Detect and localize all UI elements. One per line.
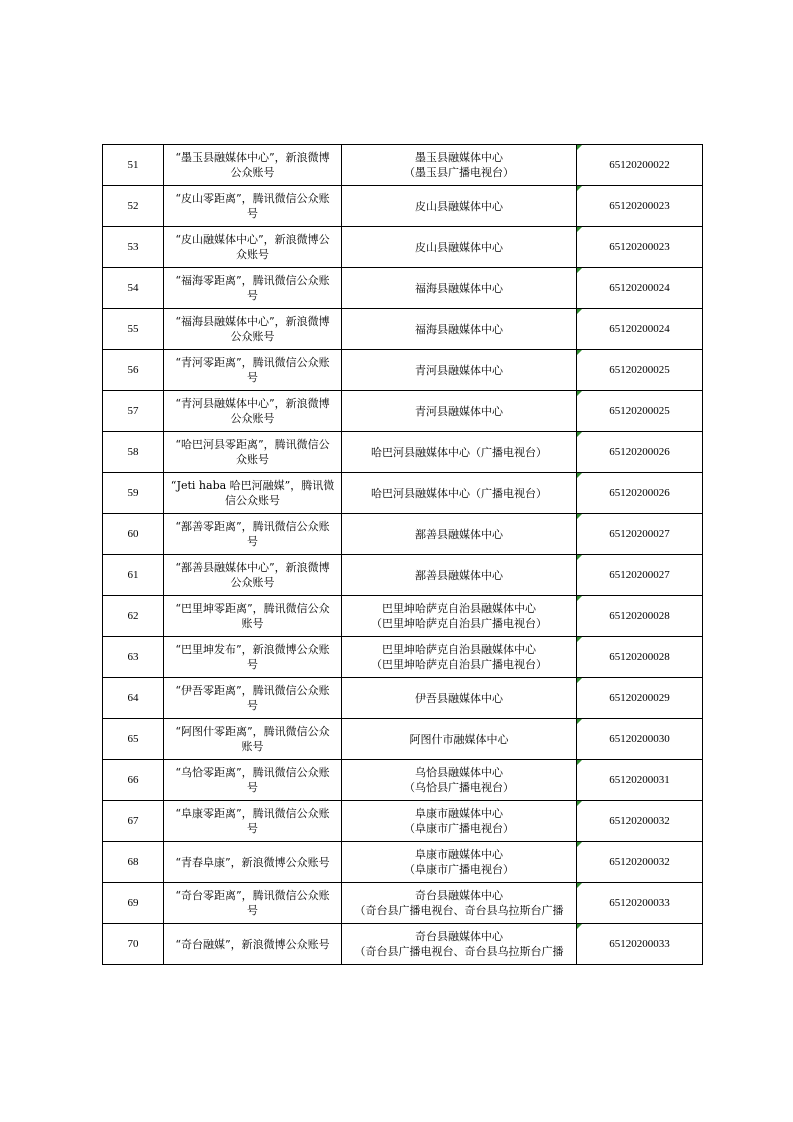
account-name-line: “阿图什零距离”，腾讯微信公众 — [175, 725, 330, 738]
organization-line: 哈巴河县融媒体中心（广播电视台） — [371, 445, 547, 459]
license-code-text: 65120200027 — [609, 568, 670, 581]
account-name-line: 账号 — [241, 740, 264, 753]
license-code-text: 65120200033 — [609, 896, 670, 909]
row-number-cell: 68 — [103, 842, 164, 883]
organization-line: （奇台县广播电视台、奇台县乌拉斯台广播 — [354, 945, 564, 958]
table-row — [103, 760, 703, 801]
account-name-cell — [164, 760, 342, 801]
row-number-cell: 66 — [103, 760, 164, 801]
account-name-line: 信公众账号 — [225, 494, 280, 507]
organization-cell — [342, 473, 577, 514]
license-code-text: 65120200029 — [609, 691, 670, 704]
account-name-line: “阜康零距离”，腾讯微信公众账 — [175, 807, 330, 820]
license-code-cell — [577, 596, 703, 637]
license-code-text: 65120200026 — [609, 445, 670, 458]
organization-line: （阜康市广播电视台） — [404, 822, 514, 835]
license-code-cell — [577, 432, 703, 473]
organization-cell — [342, 801, 577, 842]
account-name-line: 公众账号 — [230, 576, 275, 589]
organization-line: （阜康市广播电视台） — [404, 863, 514, 876]
account-name-line: 号 — [247, 289, 258, 302]
account-name-line: “乌恰零距离”，腾讯微信公众账 — [175, 766, 330, 779]
license-code-cell — [577, 309, 703, 350]
account-name-line: “墨玉县融媒体中心”，新浪微博 — [175, 151, 330, 164]
license-code-cell — [577, 186, 703, 227]
table-row — [103, 145, 703, 186]
account-name-cell — [164, 227, 342, 268]
organization-line: 福海县融媒体中心 — [415, 322, 503, 336]
organization-cell — [342, 350, 577, 391]
organization-cell — [342, 227, 577, 268]
account-name-line: “福海县融媒体中心”，新浪微博 — [175, 315, 330, 328]
license-code-text: 65120200024 — [609, 281, 670, 294]
cell-comment-marker-icon — [577, 883, 582, 888]
account-name-line: 公众账号 — [230, 412, 275, 425]
account-name-line: “皮山零距离”，腾讯微信公众账 — [175, 192, 330, 205]
row-number-cell: 57 — [103, 391, 164, 432]
account-name-line: “伊吾零距离”，腾讯微信公众账 — [175, 684, 330, 697]
organization-cell — [342, 268, 577, 309]
organization-line: 皮山县融媒体中心 — [415, 199, 503, 213]
organization-line: 巴里坤哈萨克自治县融媒体中心 — [382, 602, 536, 615]
license-code-text: 65120200026 — [609, 486, 670, 499]
organization-line: 奇台县融媒体中心 — [415, 889, 503, 902]
cell-comment-marker-icon — [577, 637, 582, 642]
cell-comment-marker-icon — [577, 145, 582, 150]
organization-line: 青河县融媒体中心 — [415, 363, 503, 377]
account-name-line: “福海零距离”，腾讯微信公众账 — [175, 274, 330, 287]
license-code-text: 65120200030 — [609, 732, 670, 745]
table-row — [103, 842, 703, 883]
table-row — [103, 473, 703, 514]
organization-line: 阜康市融媒体中心 — [415, 848, 503, 861]
table-row — [103, 719, 703, 760]
account-name-line: “哈巴河县零距离”，腾讯微信公 — [175, 438, 330, 451]
license-code-cell — [577, 842, 703, 883]
account-name-line: 号 — [247, 535, 258, 548]
account-name-cell — [164, 596, 342, 637]
license-code-cell — [577, 391, 703, 432]
account-name-cell — [164, 678, 342, 719]
license-code-text: 65120200028 — [609, 609, 670, 622]
account-name-line: 公众账号 — [230, 166, 275, 179]
license-code-cell — [577, 268, 703, 309]
organization-line: 鄯善县融媒体中心 — [415, 568, 503, 582]
organization-line: 乌恰县融媒体中心 — [415, 766, 503, 779]
organization-cell — [342, 145, 577, 186]
account-name-line: 号 — [247, 781, 258, 794]
license-code-text: 65120200024 — [609, 322, 670, 335]
table-row — [103, 186, 703, 227]
row-number-cell: 67 — [103, 801, 164, 842]
cell-comment-marker-icon — [577, 760, 582, 765]
organization-line: 阜康市融媒体中心 — [415, 807, 503, 820]
account-name-line: “皮山融媒体中心”，新浪微博公 — [175, 233, 330, 246]
account-name-cell — [164, 186, 342, 227]
account-name-line: 公众账号 — [230, 330, 275, 343]
account-name-cell — [164, 350, 342, 391]
organization-line: （奇台县广播电视台、奇台县乌拉斯台广播 — [354, 904, 564, 917]
account-name-line: “青河零距离”，腾讯微信公众账 — [175, 356, 330, 369]
cell-comment-marker-icon — [577, 473, 582, 478]
account-name-cell — [164, 473, 342, 514]
organization-line: （巴里坤哈萨克自治县广播电视台） — [371, 658, 547, 671]
organization-line: （乌恰县广播电视台） — [404, 781, 514, 794]
organization-cell — [342, 842, 577, 883]
row-number-cell: 63 — [103, 637, 164, 678]
cell-comment-marker-icon — [577, 678, 582, 683]
license-code-cell — [577, 924, 703, 965]
organization-cell — [342, 678, 577, 719]
account-name-cell — [164, 842, 342, 883]
license-code-cell — [577, 719, 703, 760]
organization-line: 鄯善县融媒体中心 — [415, 527, 503, 541]
account-name-cell — [164, 719, 342, 760]
organization-line: 伊吾县融媒体中心 — [415, 691, 503, 705]
license-code-cell — [577, 227, 703, 268]
license-code-text: 65120200025 — [609, 404, 670, 417]
cell-comment-marker-icon — [577, 227, 582, 232]
account-name-line: 众账号 — [236, 248, 269, 261]
account-name-line: 号 — [247, 699, 258, 712]
license-code-cell — [577, 760, 703, 801]
row-number-cell: 69 — [103, 883, 164, 924]
license-code-text: 65120200023 — [609, 199, 670, 212]
account-name-cell — [164, 801, 342, 842]
license-code-cell — [577, 637, 703, 678]
account-name-line: “鄯善零距离”，腾讯微信公众账 — [175, 520, 330, 533]
account-name-line: “奇台融媒”，新浪微博公众账号 — [175, 937, 330, 951]
organization-line: 福海县融媒体中心 — [415, 281, 503, 295]
license-code-text: 65120200022 — [609, 158, 670, 171]
table-row — [103, 555, 703, 596]
registry-table-body — [103, 145, 703, 965]
account-name-cell — [164, 268, 342, 309]
row-number-cell: 56 — [103, 350, 164, 391]
organization-cell — [342, 391, 577, 432]
organization-line: 青河县融媒体中心 — [415, 404, 503, 418]
organization-line: 阿图什市融媒体中心 — [409, 732, 509, 746]
row-number-cell: 60 — [103, 514, 164, 555]
account-name-cell — [164, 555, 342, 596]
license-code-text: 65120200023 — [609, 240, 670, 253]
row-number-cell: 70 — [103, 924, 164, 965]
table-row — [103, 350, 703, 391]
account-name-line: “青春阜康”，新浪微博公众账号 — [175, 855, 330, 869]
license-code-cell — [577, 883, 703, 924]
cell-comment-marker-icon — [577, 719, 582, 724]
cell-comment-marker-icon — [577, 432, 582, 437]
table-row — [103, 309, 703, 350]
account-name-cell — [164, 924, 342, 965]
account-name-line: 号 — [247, 904, 258, 917]
table-row — [103, 637, 703, 678]
license-code-text: 65120200032 — [609, 855, 670, 868]
account-name-line: 众账号 — [236, 453, 269, 466]
organization-cell — [342, 555, 577, 596]
cell-comment-marker-icon — [577, 596, 582, 601]
table-row — [103, 514, 703, 555]
account-name-line: “奇台零距离”，腾讯微信公众账 — [175, 889, 330, 902]
cell-comment-marker-icon — [577, 309, 582, 314]
account-name-cell — [164, 391, 342, 432]
account-name-cell — [164, 514, 342, 555]
row-number-cell: 54 — [103, 268, 164, 309]
organization-line: 哈巴河县融媒体中心（广播电视台） — [371, 486, 547, 500]
organization-line: 巴里坤哈萨克自治县融媒体中心 — [382, 643, 536, 656]
organization-cell — [342, 309, 577, 350]
account-name-cell — [164, 637, 342, 678]
account-name-line: “鄯善县融媒体中心”，新浪微博 — [175, 561, 330, 574]
account-name-cell — [164, 309, 342, 350]
organization-cell — [342, 719, 577, 760]
cell-comment-marker-icon — [577, 186, 582, 191]
row-number-cell: 62 — [103, 596, 164, 637]
cell-comment-marker-icon — [577, 801, 582, 806]
row-number-cell: 59 — [103, 473, 164, 514]
cell-comment-marker-icon — [577, 514, 582, 519]
cell-comment-marker-icon — [577, 391, 582, 396]
account-name-cell — [164, 432, 342, 473]
account-name-line: “Jeti haba 哈巴河融媒”，腾讯微 — [170, 479, 335, 492]
row-number-cell: 64 — [103, 678, 164, 719]
row-number-cell: 61 — [103, 555, 164, 596]
table-row — [103, 227, 703, 268]
license-code-cell — [577, 145, 703, 186]
license-code-text: 65120200028 — [609, 650, 670, 663]
table-row — [103, 678, 703, 719]
organization-line: （巴里坤哈萨克自治县广播电视台） — [371, 617, 547, 630]
organization-cell — [342, 883, 577, 924]
row-number-cell: 55 — [103, 309, 164, 350]
license-code-text: 65120200025 — [609, 363, 670, 376]
license-code-text: 65120200032 — [609, 814, 670, 827]
row-number-cell: 51 — [103, 145, 164, 186]
organization-cell — [342, 432, 577, 473]
license-code-text: 65120200031 — [609, 773, 670, 786]
license-code-cell — [577, 350, 703, 391]
account-name-line: 号 — [247, 822, 258, 835]
organization-cell — [342, 760, 577, 801]
account-name-line: 号 — [247, 207, 258, 220]
organization-cell — [342, 596, 577, 637]
registry-table — [102, 144, 703, 965]
account-name-cell — [164, 883, 342, 924]
account-name-cell — [164, 145, 342, 186]
organization-cell — [342, 924, 577, 965]
license-code-cell — [577, 473, 703, 514]
cell-comment-marker-icon — [577, 842, 582, 847]
cell-comment-marker-icon — [577, 350, 582, 355]
license-code-cell — [577, 678, 703, 719]
license-code-cell — [577, 801, 703, 842]
organization-line: 皮山县融媒体中心 — [415, 240, 503, 254]
organization-line: 墨玉县融媒体中心 — [415, 151, 503, 164]
license-code-text: 65120200027 — [609, 527, 670, 540]
table-row — [103, 596, 703, 637]
table-row — [103, 883, 703, 924]
license-code-text: 65120200033 — [609, 937, 670, 950]
account-name-line: 账号 — [241, 617, 264, 630]
account-name-line: 号 — [247, 658, 258, 671]
organization-cell — [342, 514, 577, 555]
row-number-cell: 58 — [103, 432, 164, 473]
organization-line: （墨玉县广播电视台） — [404, 166, 514, 179]
account-name-line: “青河县融媒体中心”，新浪微博 — [175, 397, 330, 410]
license-code-cell — [577, 555, 703, 596]
table-row — [103, 801, 703, 842]
cell-comment-marker-icon — [577, 555, 582, 560]
account-name-line: “巴里坤发布”，新浪微博公众账 — [175, 643, 330, 656]
organization-line: 奇台县融媒体中心 — [415, 930, 503, 943]
account-name-line: “巴里坤零距离”，腾讯微信公众 — [175, 602, 330, 615]
row-number-cell: 52 — [103, 186, 164, 227]
row-number-cell: 65 — [103, 719, 164, 760]
account-name-line: 号 — [247, 371, 258, 384]
organization-cell — [342, 186, 577, 227]
license-code-cell — [577, 514, 703, 555]
organization-cell — [342, 637, 577, 678]
row-number-cell: 53 — [103, 227, 164, 268]
cell-comment-marker-icon — [577, 268, 582, 273]
table-row — [103, 924, 703, 965]
table-row — [103, 268, 703, 309]
table-row — [103, 432, 703, 473]
cell-comment-marker-icon — [577, 924, 582, 929]
table-row — [103, 391, 703, 432]
